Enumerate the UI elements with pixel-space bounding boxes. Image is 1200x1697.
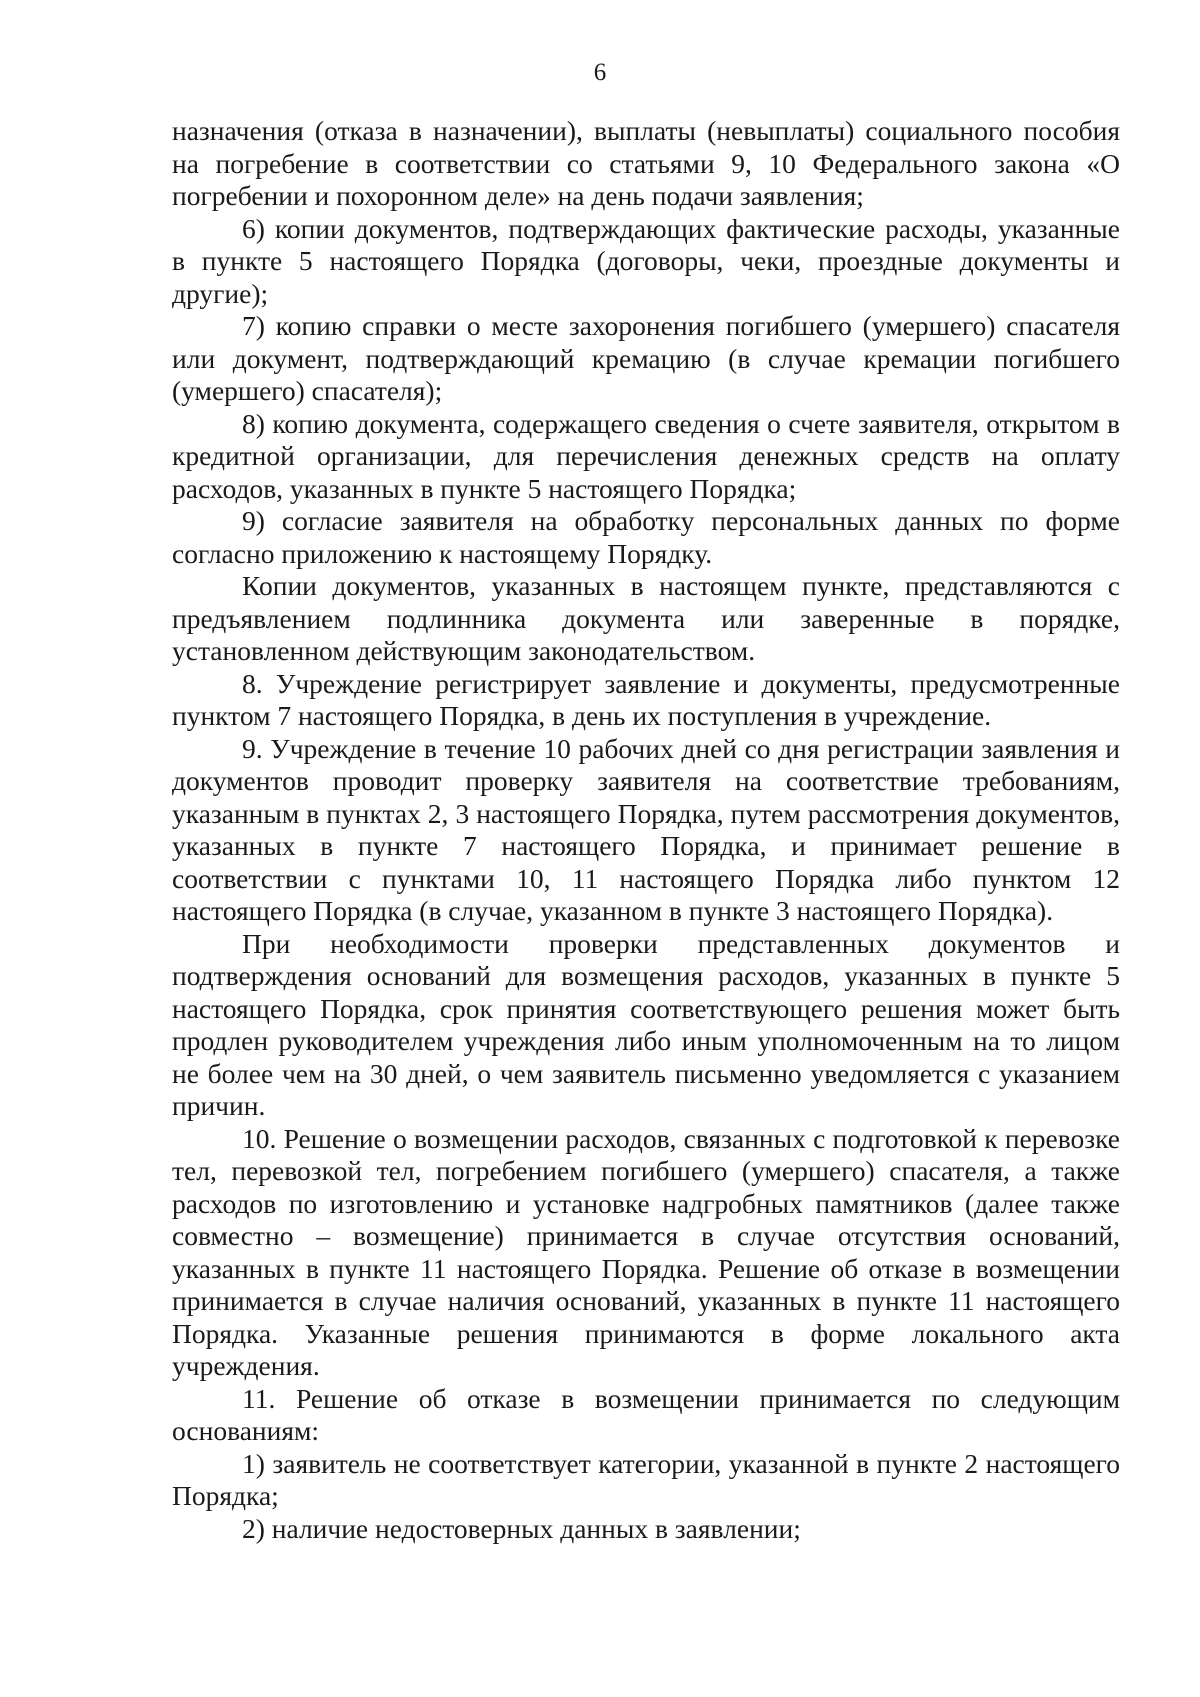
paragraph-item-7-burial-certificate: 7) копию справки о месте захоронения погибшего (умершего) спасателя или документ, подтверждающий кремацию (в случае кремации погибшего (умершего) спасателя); bbox=[172, 310, 1120, 406]
paragraph-item-8-bank-account: 8) копию документа, содержащего сведения о счете заявителя, открытом в кредитной организации, для перечисления денежных средств на оплату расходов, указанных в пункте 5 настоящего Порядка; bbox=[172, 407, 1120, 504]
document-body bbox=[172, 115, 1120, 1545]
paragraph-deadline-extension: При необходимости проверки представленных документов и подтверждения оснований для возмещения расходов, указанных в пункте 5 настоящего Порядка, срок принятия соответствующего решения может быть продлен руководителем учреждения либо иным уполномоченным на то лицом не более чем на 30 дней, о чем заявитель письменно уведомляется с указанием причин. bbox=[172, 927, 1120, 1121]
paragraph-ground-2-false-data: 2) наличие недостоверных данных в заявлении; bbox=[242, 1512, 801, 1544]
page-number: 6 bbox=[593, 59, 607, 86]
paragraph-benefit-continuation: назначения (отказа в назначении), выплаты (невыплаты) социального пособия на погребение в соответствии со статьями 9, 10 Федерального закона «О погребении и похоронном деле» на день подачи заявления; bbox=[172, 115, 1120, 211]
paragraph-item-9-data-consent: 9) согласие заявителя на обработку персональных данных по форме согласно приложению к настоящему Порядку. bbox=[172, 505, 1120, 569]
paragraph-ground-1-category: 1) заявитель не соответствует категории, указанной в пункте 2 настоящего Порядка; bbox=[172, 1447, 1120, 1511]
paragraph-section-11-refusal-grounds: 11. Решение об отказе в возмещении принимается по следующим основаниям: bbox=[172, 1382, 1120, 1446]
paragraph-item-6-expense-documents: 6) копии документов, подтверждающих фактические расходы, указанные в пункте 5 настоящего Порядка (договоры, чеки, проездные документы и другие); bbox=[172, 212, 1120, 309]
paragraph-section-10-decision: 10. Решение о возмещении расходов, связанных с подготовкой к перевозке тел, перевозкой тел, погребением погибшего (умершего) спасателя, а также расходов по изготовлению и установке надгробных памятников (далее также совместно – возмещение) принимается в случае отсутствия оснований, указанных в пункте 11 настоящего Порядка. Решение об отказе в возмещении принимается в случае наличия оснований, указанных в пункте 11 настоящего Порядка. Указанные решения принимаются в форме локального акта учреждения. bbox=[172, 1122, 1120, 1381]
paragraph-document-copies: Копии документов, указанных в настоящем пункте, представляются с предъявлением подлинника документа или заверенные в порядке, установленном действующим законодательством. bbox=[172, 570, 1120, 666]
paragraph-section-8-registration: 8. Учреждение регистрирует заявление и документы, предусмотренные пунктом 7 настоящего Порядка, в день их поступления в учреждение. bbox=[172, 667, 1120, 731]
paragraph-section-9-verification: 9. Учреждение в течение 10 рабочих дней со дня регистрации заявления и документов проводит проверку заявителя на соответствие требованиям, указанным в пунктах 2, 3 настоящего Порядка, путем рассмотрения документов, указанных в пункте 7 настоящего Порядка, и принимает решение в соответствии с пунктами 10, 11 настоящего Порядка либо пунктом 12 настоящего Порядка (в случае, указанном в пункте 3 настоящего Порядка). bbox=[172, 732, 1120, 926]
